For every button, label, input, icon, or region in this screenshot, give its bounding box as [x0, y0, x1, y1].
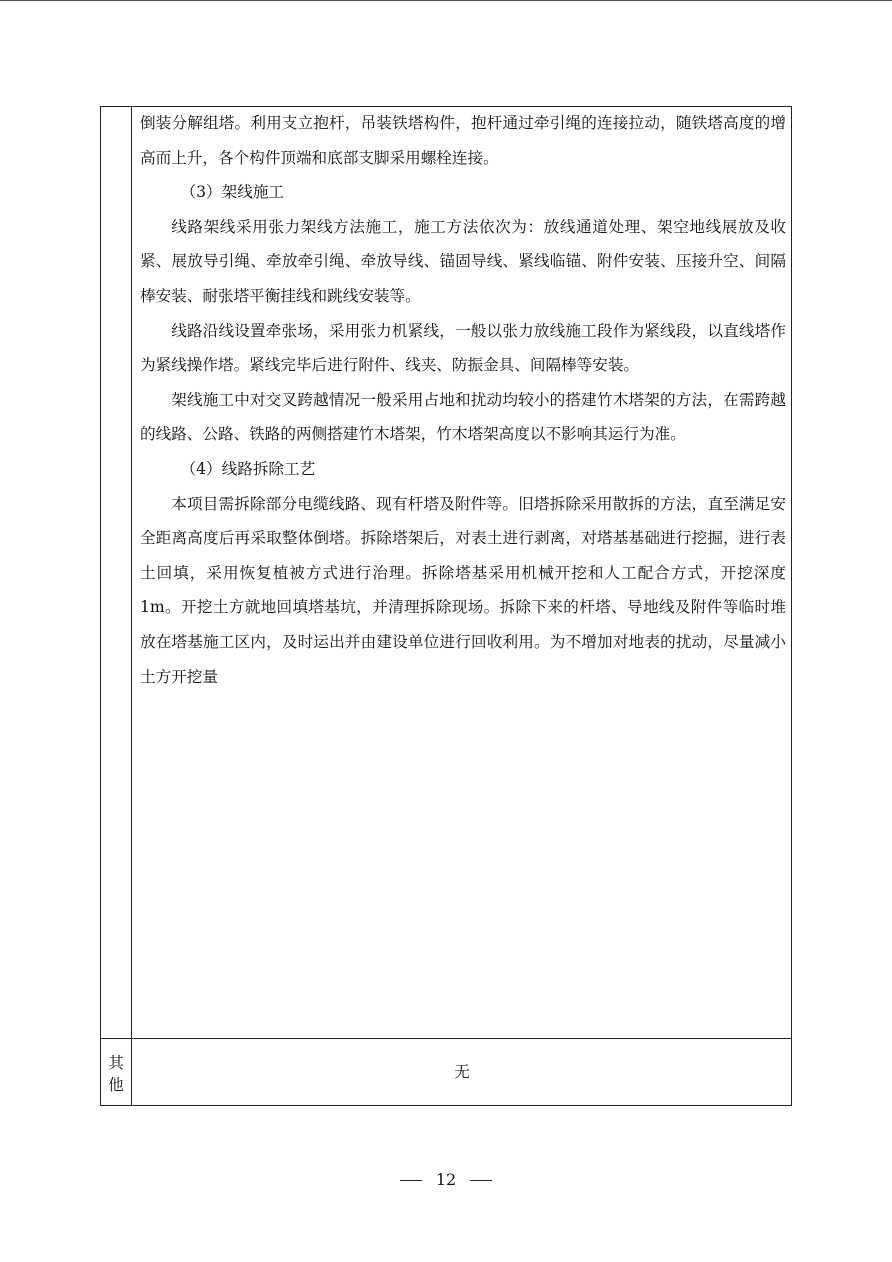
page-number: 12	[435, 1170, 457, 1189]
other-row-value: 无	[454, 1063, 470, 1081]
table-content-cell	[140, 106, 786, 694]
paragraph-tension-stringing: 线路架线采用张力架线方法施工，施工方法依次为：放线通道处理、架空地线展放及收紧、展放导引绳、牵放牵引绳、牵放导线、锚固导线、紧线临锚、附件安装、压接升空、间隔棒安装、耐张塔平衡挂线和跳线安装等。	[140, 217, 786, 305]
other-label-char-2: 他	[108, 1076, 124, 1094]
section-heading-stringing: （3）架线施工	[180, 183, 285, 202]
other-label-char-1: 其	[108, 1054, 124, 1072]
other-row-label	[100, 1052, 132, 1096]
page-number-dash-left	[400, 1180, 422, 1181]
table-row-divider	[100, 1038, 792, 1039]
paragraph-tension-site: 线路沿线设置牵张场，采用张力机紧线，一般以张力放线施工段作为紧线段，以直线塔作为紧线操作塔。紧线完毕后进行附件、线夹、防振金具、间隔棒等安装。	[140, 321, 786, 375]
section-heading-demolition: （4）线路拆除工艺	[180, 459, 316, 478]
top-border-line	[0, 0, 892, 1]
page-number-dash-right	[470, 1180, 492, 1181]
table-column-divider	[131, 106, 132, 1106]
paragraph-crossing: 架线施工中对交叉跨越情况一般采用占地和扰动均较小的搭建竹木塔架的方法，在需跨越的线路、公路、铁路的两侧搭建竹木塔架，竹木塔架高度以不影响其运行为准。	[140, 390, 786, 444]
paragraph-demolition: 本项目需拆除部分电缆线路、现有杆塔及附件等。旧塔拆除采用散拆的方法，直至满足安全距离高度后再采取整体倒塔。拆除塔架后，对表土进行剥离，对塔基基础进行挖掘，进行表土回填，采用恢复植被方式进行治理。拆除塔基采用机械开挖和人工配合方式，开挖深度 1m。开挖土方就地回填塔基坑，并清理拆除现场。拆除下来的杆塔、导地线及附件等临时堆放在塔基施工区内，及时运出并由建设单位进行回收利用。为不增加对地表的扰动，尽量减小土方开挖量	[140, 494, 786, 686]
page-number-footer	[0, 1168, 892, 1192]
paragraph-tower-assembly: 倒装分解组塔。利用支立抱杆，吊装铁塔构件，抱杆通过牵引绳的连接拉动，随铁塔高度的增高而上升，各个构件顶端和底部支脚采用螺栓连接。	[140, 114, 786, 167]
